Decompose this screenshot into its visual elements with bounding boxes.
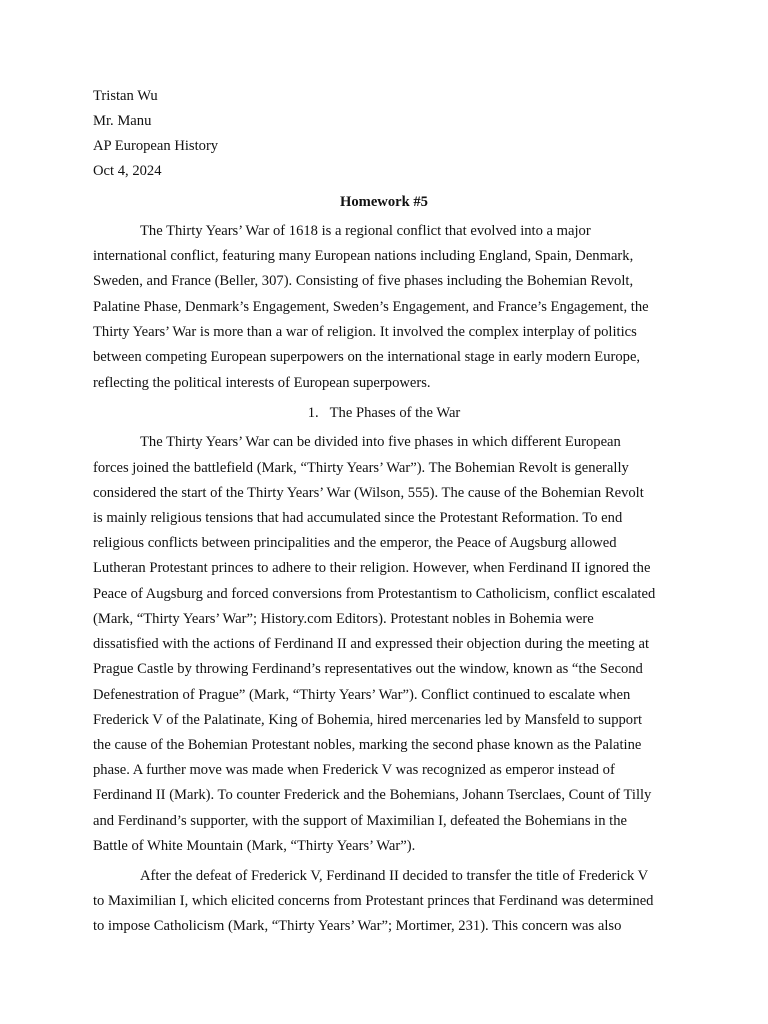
paragraph-line: The Thirty Years’ War of 1618 is a regional conflict that evolved into a major — [140, 223, 591, 239]
paragraph-line: dissatisfied with the actions of Ferdinand II and expressed their objection during the meeting at — [93, 636, 650, 652]
paragraph-line: Palatine Phase, Denmark’s Engagement, Sweden’s Engagement, and France’s Engagement, the — [93, 299, 649, 315]
paragraph-line: (Mark, “Thirty Years’ War”; History.com Editors). Protestant nobles in Bohemia were — [93, 611, 594, 627]
paragraph-line: The Thirty Years’ War can be divided into five phases in which different European — [140, 434, 621, 450]
paragraph-line: After the defeat of Frederick V, Ferdinand II decided to transfer the title of Frederick V — [140, 868, 649, 884]
paragraph-line: to impose Catholicism (Mark, “Thirty Years’ War”; Mortimer, 231). This concern was also — [93, 918, 622, 934]
section-title: The Phases of the War — [329, 405, 461, 421]
paragraph-line: Battle of White Mountain (Mark, “Thirty Years’ War”). — [93, 838, 416, 854]
paragraph-line: the cause of the Bohemian Protestant nobles, marking the second phase known as the Palatine — [93, 737, 642, 753]
paragraph-line: and Ferdinand’s supporter, with the support of Maximilian I, defeated the Bohemians in the — [93, 813, 627, 829]
author-name: Tristan Wu — [93, 88, 158, 104]
teacher-name: Mr. Manu — [93, 113, 152, 129]
paragraph-line: to Maximilian I, which elicited concerns from Protestant princes that Ferdinand was determined — [93, 893, 654, 909]
document-title-text: Homework #5 — [340, 194, 428, 210]
paragraph-line: considered the start of the Thirty Years’ War (Wilson, 555). The cause of the Bohemian Revolt — [93, 485, 644, 501]
paragraph-line: Frederick V of the Palatinate, King of Bohemia, hired mercenaries led by Mansfeld to support — [93, 712, 643, 728]
date: Oct 4, 2024 — [93, 163, 162, 179]
course-name: AP European History — [93, 138, 219, 154]
section-heading — [0, 404, 768, 422]
paragraph-line: is mainly religious tensions that had accumulated since the Protestant Reformation. To end — [93, 510, 623, 526]
paragraph-line: phase. A further move was made when Frederick V was recognized as emperor instead of — [93, 762, 615, 778]
paragraph-line: Lutheran Protestant princes to adhere to their religion. However, when Ferdinand II ignored the — [93, 560, 651, 576]
paragraph-line: Sweden, and France (Beller, 307). Consisting of five phases including the Bohemian Revolt, — [93, 273, 634, 289]
paragraph-line: religious conflicts between principalities and the emperor, the Peace of Augsburg allowed — [93, 535, 617, 551]
paragraph-line: Prague Castle by throwing Ferdinand’s representatives out the window, known as “the Second — [93, 661, 643, 677]
paragraph-line: Thirty Years’ War is more than a war of religion. It involved the complex interplay of politics — [93, 324, 637, 340]
document-title — [0, 193, 768, 211]
section-number: 1. — [307, 405, 319, 421]
paragraph-line: Peace of Augsburg and forced conversions from Protestantism to Catholicism, conflict escalated — [93, 586, 656, 602]
paragraph-line: Defenestration of Prague” (Mark, “Thirty Years’ War”). Conflict continued to escalate when — [93, 687, 631, 703]
paragraph-line: Ferdinand II (Mark). To counter Frederick and the Bohemians, Johann Tserclaes, Count of Tilly — [93, 787, 652, 803]
paragraph-line: reflecting the political interests of European superpowers. — [93, 375, 431, 391]
paragraph-line: between competing European superpowers on the international stage in early modern Europe, — [93, 349, 641, 365]
paragraph-line: international conflict, featuring many European nations including England, Spain, Denmark, — [93, 248, 634, 264]
paragraph-line: forces joined the battlefield (Mark, “Thirty Years’ War”). The Bohemian Revolt is generally — [93, 460, 629, 476]
